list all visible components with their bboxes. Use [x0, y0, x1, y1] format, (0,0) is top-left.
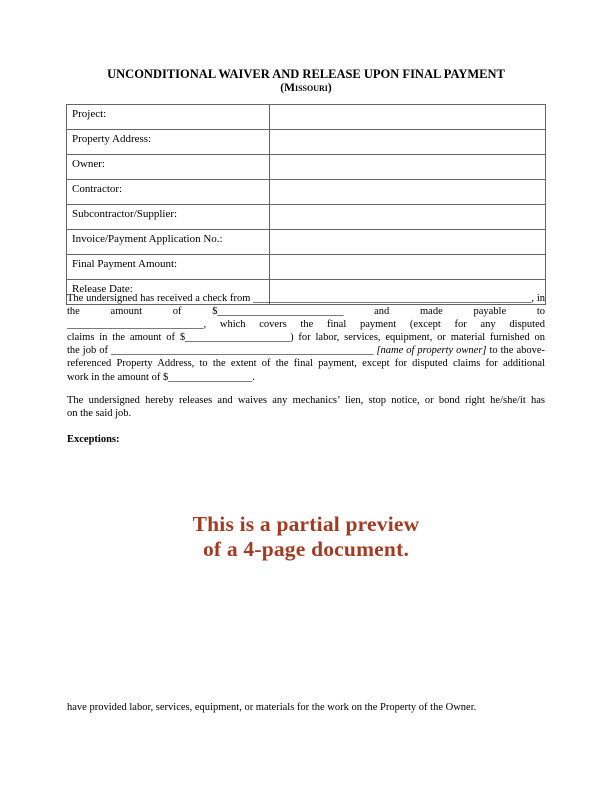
table-row: [67, 205, 546, 230]
paragraph-line: the amount of $________________________ and made payable to: [67, 306, 545, 318]
table-row: [67, 180, 546, 205]
preview-watermark: [0, 512, 612, 562]
footer-text-line: have provided labor, services, equipment, or materials for the work on the Property of the Owner.: [67, 702, 477, 713]
field-value-cell: [270, 230, 546, 255]
table-row: [67, 255, 546, 280]
exceptions-label: Exceptions:: [67, 434, 120, 445]
table-row: [67, 130, 546, 155]
field-value-cell: [270, 205, 546, 230]
field-value-cell: [270, 180, 546, 205]
release-paragraph: [67, 394, 545, 420]
preview-line: of a 4-page document.: [202, 537, 410, 561]
field-label: Project:: [67, 105, 270, 130]
field-label: Subcontractor/Supplier:: [67, 205, 270, 230]
field-value-cell: [270, 105, 546, 130]
paragraph-line: work in the amount of $________________.: [67, 371, 255, 383]
line-segment: to the above-: [486, 345, 546, 357]
document-subtitle: (Missouri): [280, 82, 332, 94]
paragraph-line: on the said job.: [67, 408, 132, 420]
paragraph-line: The undersigned hereby releases and waives any mechanics’ lien, stop notice, or bond right he/she/it has: [67, 395, 545, 406]
paragraph-line: referenced Property Address, to the extent of the final payment, except for disputed claims for additional: [67, 358, 545, 370]
field-value-cell: [270, 255, 546, 280]
paragraph-line: [67, 344, 545, 357]
field-label: Release Date:: [67, 280, 270, 305]
field-label: Owner:: [67, 155, 270, 180]
table-row: [67, 105, 546, 130]
info-table: [66, 104, 546, 305]
field-label: Final Payment Amount:: [67, 255, 270, 280]
field-label: Invoice/Payment Application No.:: [67, 230, 270, 255]
line-segment: the job of __________________________________________________: [67, 345, 377, 357]
paragraph-line: The undersigned has received a check from _____________________________________________________, in: [67, 293, 545, 304]
field-label: Property Address:: [67, 130, 270, 155]
field-label: Contractor:: [67, 180, 270, 205]
field-value-cell: [270, 130, 546, 155]
document-title: UNCONDITIONAL WAIVER AND RELEASE UPON FINAL PAYMENT: [107, 67, 505, 81]
preview-line: This is a partial preview: [192, 512, 420, 536]
paragraph-line: __________________________, which covers the final payment (except for any disputed: [67, 319, 545, 331]
received-check-paragraph: [67, 292, 545, 384]
table-row: [67, 155, 546, 180]
table-row: [67, 230, 546, 255]
name-of-property-owner-note: [name of property owner]: [376, 345, 487, 357]
paragraph-line: claims in the amount of $____________________) for labor, services, equipment, or material furnished on: [67, 332, 545, 344]
field-value-cell: [270, 155, 546, 180]
